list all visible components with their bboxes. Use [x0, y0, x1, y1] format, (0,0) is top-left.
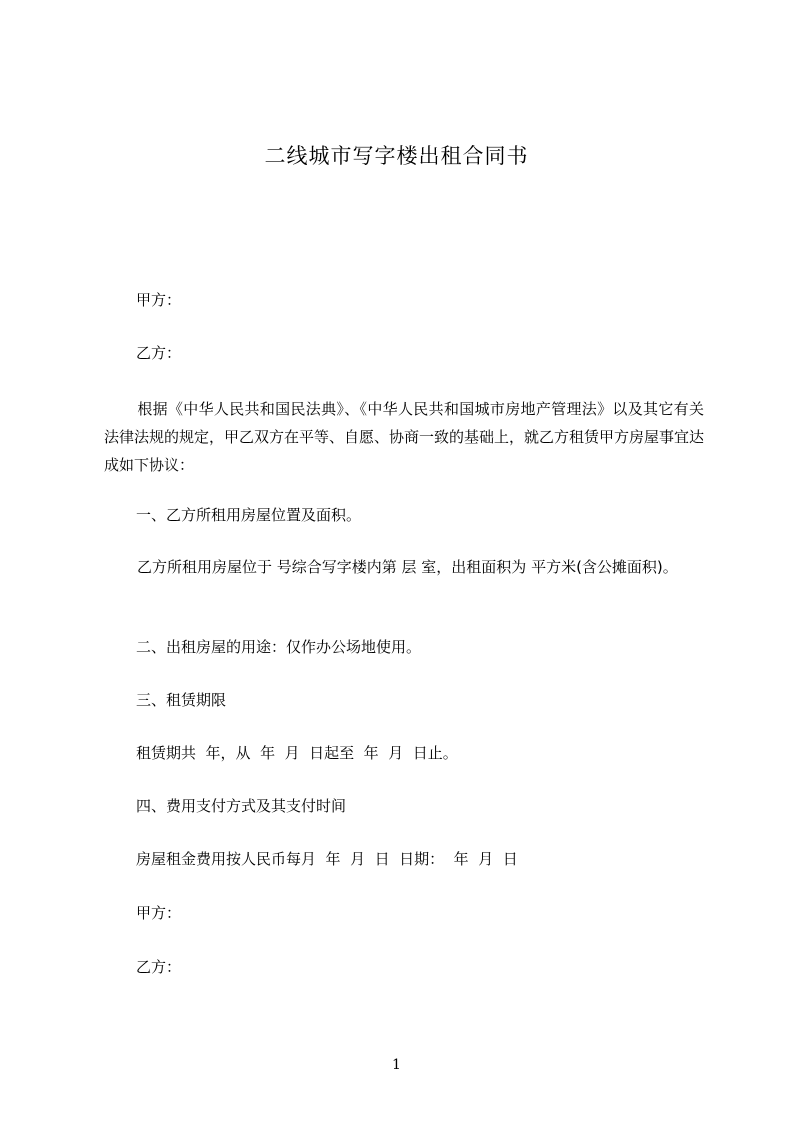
section-1-body-text: 乙方所租用房屋位于 号综合写字楼内第 层 室，出租面积为 平方米(含公摊面积)。	[137, 558, 678, 576]
party-a-label: 甲方：	[136, 291, 182, 309]
party-b-label: 乙方：	[136, 344, 182, 362]
intro-paragraph	[104, 395, 704, 479]
section-3-heading: 三、租赁期限	[136, 691, 227, 709]
section-2-heading: 二、出租房屋的用途：仅作办公场地使用。	[136, 638, 422, 656]
document-title: 二线城市写字楼出租合同书	[264, 144, 529, 168]
section-3-body: 租赁期共 年，从 年 月 日起至 年 月 日止。	[136, 744, 458, 762]
page-number: 1	[392, 1057, 401, 1073]
section-1-body	[104, 553, 704, 581]
signature-party-b-label: 乙方：	[136, 958, 182, 976]
section-1-heading: 一、乙方所租用房屋位置及面积。	[136, 506, 362, 524]
signature-party-a-label: 甲方：	[136, 904, 182, 922]
intro-text: 根据《中华人民共和国民法典》、《中华人民共和国城市房地产管理法》以及其它有关法律法规的规定，甲乙双方在平等、自愿、协商一致的基础上，就乙方租赁甲方房屋事宜达成如下协议：	[104, 400, 705, 474]
section-4-heading: 四、费用支付方式及其支付时间	[136, 797, 347, 815]
section-4-body: 房屋租金费用按人民币每月 年 月 日 日期： 年 月 日	[136, 850, 518, 868]
